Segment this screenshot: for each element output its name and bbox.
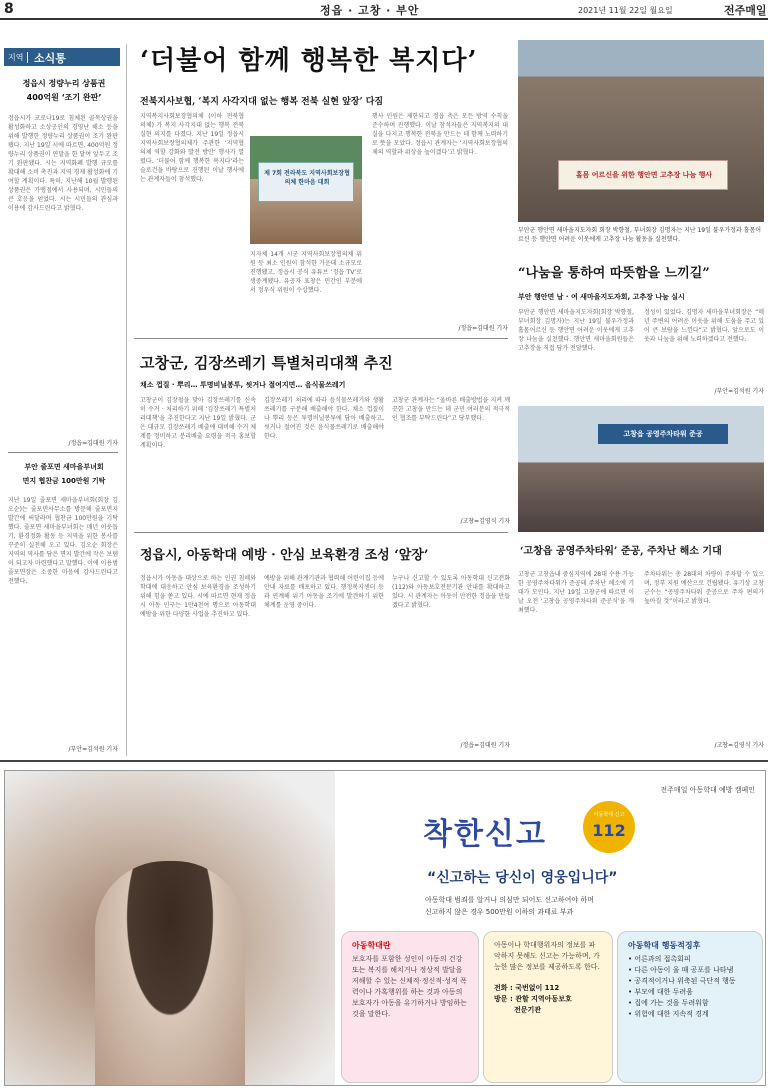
lead-divider (134, 338, 508, 339)
newspaper-brand: 전주매일 (724, 4, 767, 17)
right1-body-col1: 부안군 행안면 새마을지도자회(회장 박향철, 부녀회장 김명자)는 지난 19일 불우가정과 홀몸어르신 등 행안면 어려운 이웃에게 고추장 나눔을 실천했다. 행안면 새마을회원들은 고추장을 직접 담가 전달했다. (518, 309, 634, 352)
sidebar-column-title: 소식통 (34, 52, 66, 65)
ad-box-definition-title: 아동학대란 (352, 941, 391, 950)
mid-byline: /고창=김영식 기자 (460, 518, 510, 525)
ad-box-report-contact2: 방문 : 관할 지역아동보호 (494, 995, 572, 1003)
sidebar-story2-title2: 면지 협찬금 100만원 기탁 (22, 477, 106, 485)
ad-box-signs-list (628, 954, 752, 1020)
page-number: 8 (4, 1, 14, 17)
page-header (0, 0, 768, 20)
lead-body-col3: 행사 인원은 제한되고 정읍 측은 모든 방역 수칙을 준수하며 진행했다. 이날 참석자들은 지역복지의 내실을 다지고 행복한 전북을 만드는 데 함께 노력하기로 뜻을 모았다. 정읍시 관계자는 ‘지역사회보장협의체의 역할과 위상을 높이겠다’고 밝혔다. (372, 113, 508, 156)
right2-photo-banner (598, 424, 728, 444)
mid-body-col1: 고창군이 김장철을 맞아 김장쓰레기를 신속히 수거 · 처리하기 위해 ‘김장쓰레기 특별처리대책’을 추진한다고 지난 19일 밝혔다. 군은 대규모 김장쓰레기 배출에 대비해 수거 체계를 정비하고 분리배출 요령을 적극 홍보할 계획이다. (140, 397, 256, 449)
right2-headline: ‘고창읍 공영주차타워’ 준공, 주차난 해소 기대 (520, 546, 722, 557)
ad-panel (4, 770, 766, 1086)
right1-headline: “나눔을 통하여 따뜻함을 느끼길” (518, 266, 710, 281)
lead-byline: /정읍=김대원 기자 (458, 325, 508, 332)
ad-notice-line1: 아동학대 범죄를 알거나 의심만 되어도 신고하여야 하며 (425, 896, 594, 904)
ad-sign-item: • 집에 가는 것을 두려워함 (628, 999, 709, 1007)
right2-photo-banner-text: 고창읍 공영주차타워 준공 (623, 430, 703, 438)
right2-body-col2: 주차타워는 총 28대의 차량이 주차할 수 있으며, 정부 지원 예산으로 건립됐다. 유기상 고창군수는 “공영주차타워 준공으로 주차 편의가 높아질 것”이라고 밝혔다. (644, 571, 764, 605)
ad-logo: 착한신고 (423, 817, 547, 852)
ad-box-signs (617, 931, 763, 1083)
lower-body-col1: 정읍시가 아동을 대상으로 하는 인권 침해와 학대에 대응하고 안심 보육환경을 조성하기 위해 힘을 쏟고 있다. 시에 따르면 현재 정읍시 아동 인구는 1만4천여 명으로 아동학대 예방을 위한 다양한 사업을 추진하고 있다. (140, 575, 256, 618)
sidebar-region-label: 지역 (8, 52, 28, 63)
right1-caption: 부안군 행안면 새마을지도자회 회장 박향철, 부녀회장 김명자는 지난 19일 불우가정과 홀몸어르신 등 행안면 어려운 이웃에게 고추장 나눔 활동을 실천했다. (518, 227, 762, 243)
ad-box-definition-body: 보호자를 포함한 성인이 아동의 건강 또는 복지를 해치거나 정상적 발달을 저해할 수 있는 신체적·정신적·성적 폭력이나 가혹행위를 하는 것과 아동의 보호자가 아동을 유기하거나 방임하는 것을 말한다. (352, 955, 467, 1018)
lead-photo (250, 136, 362, 244)
lead-photo-banner (258, 162, 354, 202)
ad-campaign-label: 전주매일 아동학대 예방 캠페인 (660, 786, 755, 794)
ad-photo-figure (95, 861, 245, 1086)
lower-headline: 정읍시, 아동학대 예방 · 안심 보육환경 조성 ‘앞장’ (140, 548, 429, 563)
right2-body-col1: 고창군 고창읍내 중심지역에 28대 수용 가능한 공영주차타워가 준공돼 주차난 해소에 기대가 모인다. 지난 19일 고창군에 따르면 이날 오전 ‘고창읍 공영주차타워 준공식’을 개최했다. (518, 571, 634, 614)
ad-box-report-contact1: 전화 : 국번없이 112 (494, 984, 560, 992)
section-title: 정읍 · 고창 · 부안 (320, 4, 420, 17)
sidebar-column (4, 48, 120, 760)
ad-photo (5, 771, 335, 1086)
sidebar-story2-title1: 부안 줄포면 새마을부녀회 (24, 463, 104, 471)
right1-photo-banner (558, 160, 728, 190)
ad-box-report-contact3: 전문기관 (514, 1006, 542, 1014)
ad-box-report (483, 931, 613, 1083)
right1-photo-banner-text: 홀몸 어르신을 위한 행안면 고추장 나눔 행사 (575, 171, 713, 179)
right1-photo (518, 40, 764, 222)
ad-box-signs-title: 아동학대 행동적징후 (628, 941, 701, 950)
ad-top-rule (0, 760, 768, 762)
sidebar-story1-title2: 400억원 ‘조기 완판’ (26, 93, 102, 102)
mid-body-col3: 고창군 관계자는 “올바른 배출방법을 지켜 깨끗한 고창을 만드는 데 군민 여러분의 적극적인 협조를 부탁드린다”고 당부했다. (392, 397, 510, 422)
lead-headline: ‘더불어 함께 행복한 복지다’ (140, 46, 478, 76)
lower-body-col3: 누구나 신고할 수 있도록 아동학대 신고전화(112)와 아동보호전문기관 안내를 확대하고 있다. 시 관계자는 아동이 안전한 정읍을 만들겠다고 밝혔다. (392, 575, 510, 609)
ad-notice-line2: 신고하지 않은 경우 500만원 이하의 과태료 부과 (425, 908, 574, 916)
sidebar-story2-byline: /부안=김석원 기자 (68, 746, 118, 753)
sidebar-title-bar (4, 48, 120, 66)
ad-box-definition (341, 931, 479, 1083)
ad-sign-item: • 부모에 대한 두려움 (628, 988, 693, 996)
sidebar-story1-byline: /정읍=김대원 기자 (68, 440, 118, 447)
lead-subhead: 전북지사보협, ‘복지 사각지대 없는 행복 전북 실현 앞장’ 다짐 (140, 97, 384, 107)
ad-sign-item: • 어른과의 접촉회피 (628, 955, 691, 963)
right1-body-col2: 정성이 있었다. 김명자 새마을부녀회장은 “매년 주변의 어려운 이웃을 위해 도움을 주고 있어 큰 보람을 느낀다”고 밝혔다. 앞으로도 이웃과 나눔을 위해 노력하겠다고 전했다. (644, 309, 764, 343)
issue-date: 2021년 11월 22일 월요일 (578, 6, 673, 15)
ad-badge-text: 아동학대 신고 (593, 812, 625, 818)
mid-subhead: 채소 껍질 · 뿌리… 투명비닐봉투, 씻거나 절여지면… 음식물쓰레기 (140, 381, 346, 389)
ad-box-report-body: 아동이나 학대행위자의 정보를 파악하지 못해도 신고는 가능하며, 가능한 많은 정보를 제공하도록 한다. (494, 941, 600, 971)
ad-sign-item: • 위험에 대한 지속적 경계 (628, 1010, 709, 1018)
lead-body-col2: 지자체 14개 시군 지역사회보장협의체 위원 등 최소 인원이 참석한 가운데 소규모로 진행됐고, 정읍시 공식 유튜브 ‘정읍 TV’로 생중계됐다. 유공자 표창은 민간인 부분에서 정우식 위원이 수상했다. (250, 251, 362, 294)
ad-badge-number: 112 (592, 821, 626, 840)
right1-subhead: 부안 행안면 남 · 여 새마을지도자회, 고추장 나눔 실시 (518, 293, 685, 301)
sidebar-vertical-rule (126, 44, 127, 756)
lead-body-col1: 지역복지사회보장협의체 (이하 전북협의체) 가 복지 사각지대 없는 행복 전북 실현 의지를 다졌다. 지난 19일 정읍시 지역사회보장협의체가 주관한 ‘지역협의체 역할 강화와 발전 방안’ 행사가 열렸다. ‘더불어 함께 행복한 복지다’라는 슬로건을 바탕으로 진행된 이날 행사에는 관계자들이 참석했다. (140, 113, 244, 183)
lower-body-col2: 예방을 위해 관계기관과 협력해 어린이집 등에 안내 자료를 배포하고 있다. 행정복지센터 등과 연계해 위기 아동을 조기에 발견하기 위한 체계를 운영 중이다. (264, 575, 384, 609)
ad-slogan: “신고하는 당신이 영웅입니다” (427, 870, 618, 886)
sidebar-story1-body: 정읍시가 코로나19로 침체된 골목상권을 활성화하고 소상공인의 경영난 해소 등을 위해 발행한 정량누리 상품권이 조기 완판됐다. 지난 19일 시에 따르면, 400억원 정량누리 상품권이 연말을 한 달여 앞두고 조기 완판됐다. 시는 지역화폐 발행 규모를 확대해 소비 촉진과 지역 경제 활성화에 기여할 계획이다. 특히, 지난해 10월 발행된 상품권은 가맹점에서 사용되며, 시민들의 큰 호응을 얻었다. 시는 시민들의 관심과 이용에 감사드린다고 밝혔다. (8, 115, 118, 212)
mid-body-col2: 김장쓰레기 처리에 따라 음식물쓰레기와 생활쓰레기를 구분해 배출해야 한다. 채소 껍질이나 뿌리 등은 투명비닐봉투에 담아 배출하고, 씻거나 절여진 것은 음식물쓰레기로 배출해야 한다. (264, 397, 384, 440)
lower-byline: /정읍=김대원 기자 (460, 742, 510, 749)
sidebar-story2-body: 지난 19일 줄포면 새마을부녀회(회장 김오순)는 줄포면사무소를 방문해 줄포면지 발간에 써달라며 협찬금 100만원을 기탁했다. 줄포면 새마을부녀회는 매년 이웃돕기, 환경정화 활동 등 지역을 위한 봉사를 꾸준히 실천해 오고 있다. 김오순 회장은 지역의 역사를 담은 면지 발간에 작은 보탬이 되고자 마련했다고 말했다. 이에 이용범 줄포면장은 소중한 마음에 감사드린다고 전했다. (8, 497, 118, 585)
right1-byline: /부안=김석원 기자 (714, 388, 764, 395)
lead-text-col1 (140, 112, 244, 322)
ad-sign-item: • 다른 아동이 울 때 공포를 나타냄 (628, 966, 734, 974)
mid-divider (134, 532, 508, 533)
mid-headline: 고창군, 김장쓰레기 특별처리대책 추진 (140, 354, 393, 372)
sidebar-story1-title1: 정읍시 정량누리 상품권 (22, 79, 106, 88)
sidebar-divider (8, 452, 118, 453)
ad-badge (583, 801, 635, 853)
ad-sign-item: • 공격적이거나 위축된 극단적 행동 (628, 977, 736, 985)
lead-photo-banner-text: 제 7회 전라북도 지역사회보장협의체 한마음 대회 (264, 170, 350, 186)
right2-photo (518, 406, 764, 532)
right2-byline: /고창=김영식 기자 (714, 742, 764, 749)
